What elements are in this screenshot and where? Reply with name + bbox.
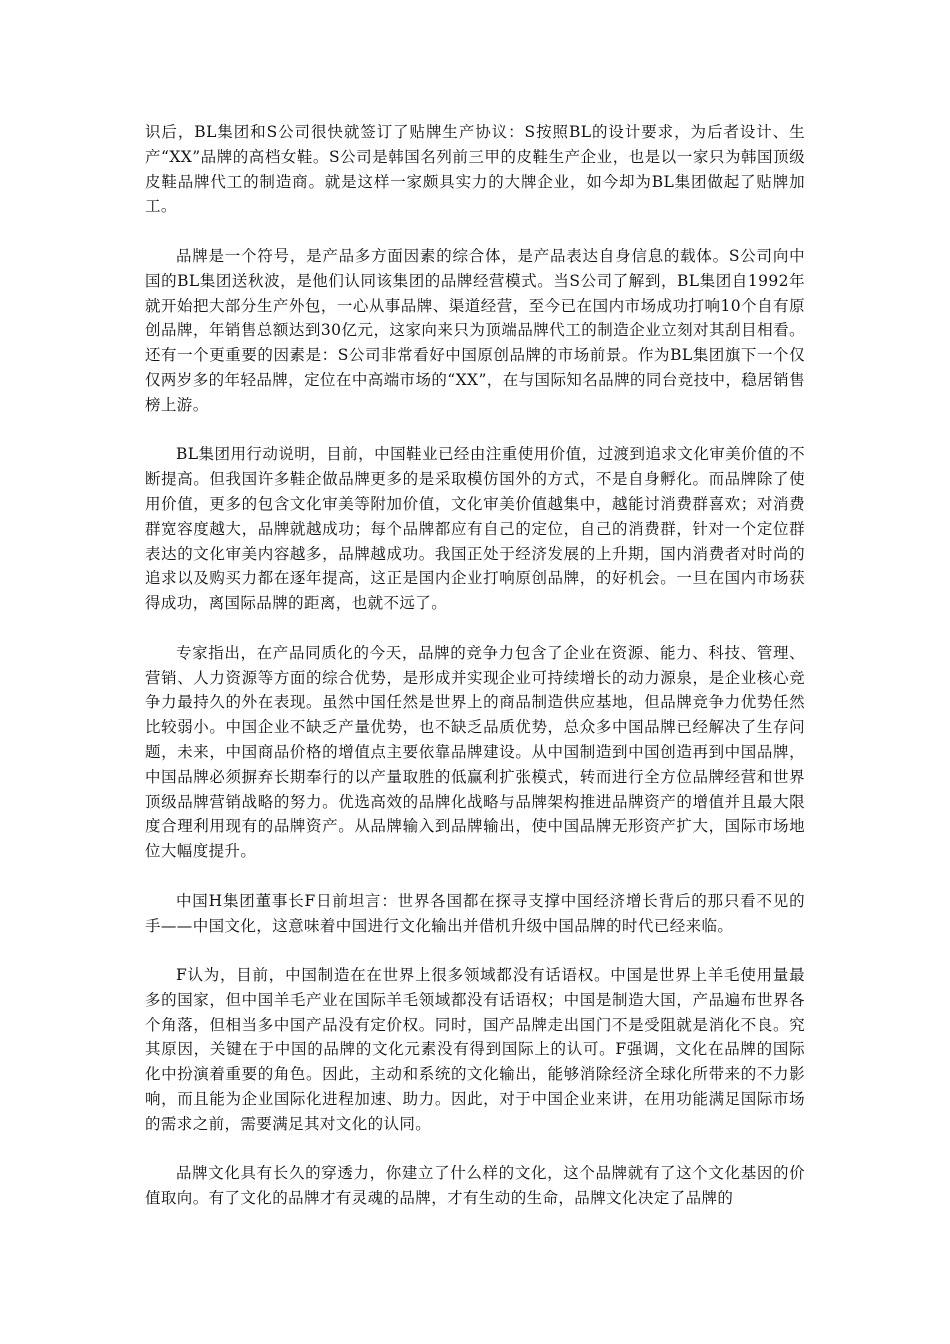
document-body [145, 120, 805, 1211]
paragraph-brand-symbol: 品牌是一个符号，是产品多方面因素的综合体，是产品表达自身信息的载体。S公司向中国的BL集团送秋波，是他们认同该集团的品牌经营模式。当S公司了解到，BL集团自1992年就开始把大部分生产外包，一心从事品牌、渠道经营，至今已在国内市场成功打响10个自有原创品牌，年销售总额达到30亿元，这家向来只为顶端品牌代工的制造企业立刻对其刮目相看。还有一个更重要的因素是：S公司非常看好中国原创品牌的市场前景。作为BL集团旗下一个仅仅两岁多的年轻品牌，定位在中高端市场的“XX”，在与国际知名品牌的同台竞技中，稳居销售榜上游。 [145, 246, 805, 414]
paragraph-continuation: 识后，BL集团和S公司很快就签订了贴牌生产协议：S按照BL的设计要求，为后者设计、生产“XX”品牌的高档女鞋。S公司是韩国名列前三甲的皮鞋生产企业，也是以一家只为韩国顶级皮鞋品牌代工的制造商。就是这样一家颇具实力的大牌企业，如今却为BL集团做起了贴牌加工。 [145, 123, 805, 216]
paragraph-bl-group-action: BL集团用行动说明，目前，中国鞋业已经由注重使用价值，过渡到追求文化审美价值的不断提高。但我国许多鞋企做品牌更多的是采取模仿国外的方式，不是自身孵化。而品牌除了使用价值，更多的包含文化审美等附加价值，文化审美价值越集中，越能讨消费群喜欢；对消费群宽容度越大，品牌就越成功；每个品牌都应有自己的定位，自己的消费群，针对一个定位群表达的文化审美内容越多，品牌越成功。我国正处于经济发展的上升期，国内消费者对时尚的追求以及购买力都在逐年提高，这正是国内企业打响原创品牌，的好机会。一旦在国内市场获得成功，离国际品牌的距离，也就不远了。 [145, 445, 805, 613]
paragraph-f-view: F认为，目前，中国制造在在世界上很多领域都没有话语权。中国是世界上羊毛使用量最多的国家，但中国羊毛产业在国际羊毛领域都没有话语权；中国是制造大国，产品遍布世界各个角落，但相当多中国产品没有定价权。同时，国产品牌走出国门不是受阻就是消化不良。究其原因，关键在于中国的品牌的文化元素没有得到国际上的认可。F强调，文化在品牌的国际化中扮演着重要的角色。因此，主动和系统的文化输出，能够消除经济全球化所带来的不力影响，而且能为企业国际化进程加速、助力。因此，对于中国企业来讲，在用功能满足国际市场的需求之前，需要满足其对文化的认同。 [145, 966, 805, 1133]
paragraph-h-group-chairman: 中国H集团董事长F日前坦言：世界各国都在探寻支撑中国经济增长背后的那只看不见的手——中国文化，这意味着中国进行文化输出并借机升级中国品牌的时代已经来临。 [145, 891, 805, 935]
paragraph-expert-opinion: 专家指出，在产品同质化的今天，品牌的竞争力包含了企业在资源、能力、科技、管理、营销、人力资源等方面的综合优势，是形成并实现企业可持续增长的动力源泉，是企业核心竞争力最持久的外在表现。虽然中国任然是世界上的商品制造供应基地，但品牌竞争力优势任然比较弱小。中国企业不缺乏产量优势，也不缺乏品质优势，总众多中国品牌已经解决了生存问题，未来，中国商品价格的增值点主要依靠品牌建设。从中国制造到中国创造再到中国品牌，中国品牌必须摒弃长期奉行的以产量取胜的低赢利扩张模式，转而进行全方位品牌经营和世界顶级品牌营销战略的努力。优选高效的品牌化战略与品牌架构推进品牌资产的增值并且最大限度合理利用现有的品牌资产。从品牌输入到品牌输出，使中国品牌无形资产扩大，国际市场地位大幅度提升。 [145, 643, 805, 861]
paragraph-brand-culture: 品牌文化具有长久的穿透力，你建立了什么样的文化，这个品牌就有了这个文化基因的价值取向。有了文化的品牌才有灵魂的品牌，才有生动的生命，品牌文化决定了品牌的 [145, 1164, 805, 1208]
